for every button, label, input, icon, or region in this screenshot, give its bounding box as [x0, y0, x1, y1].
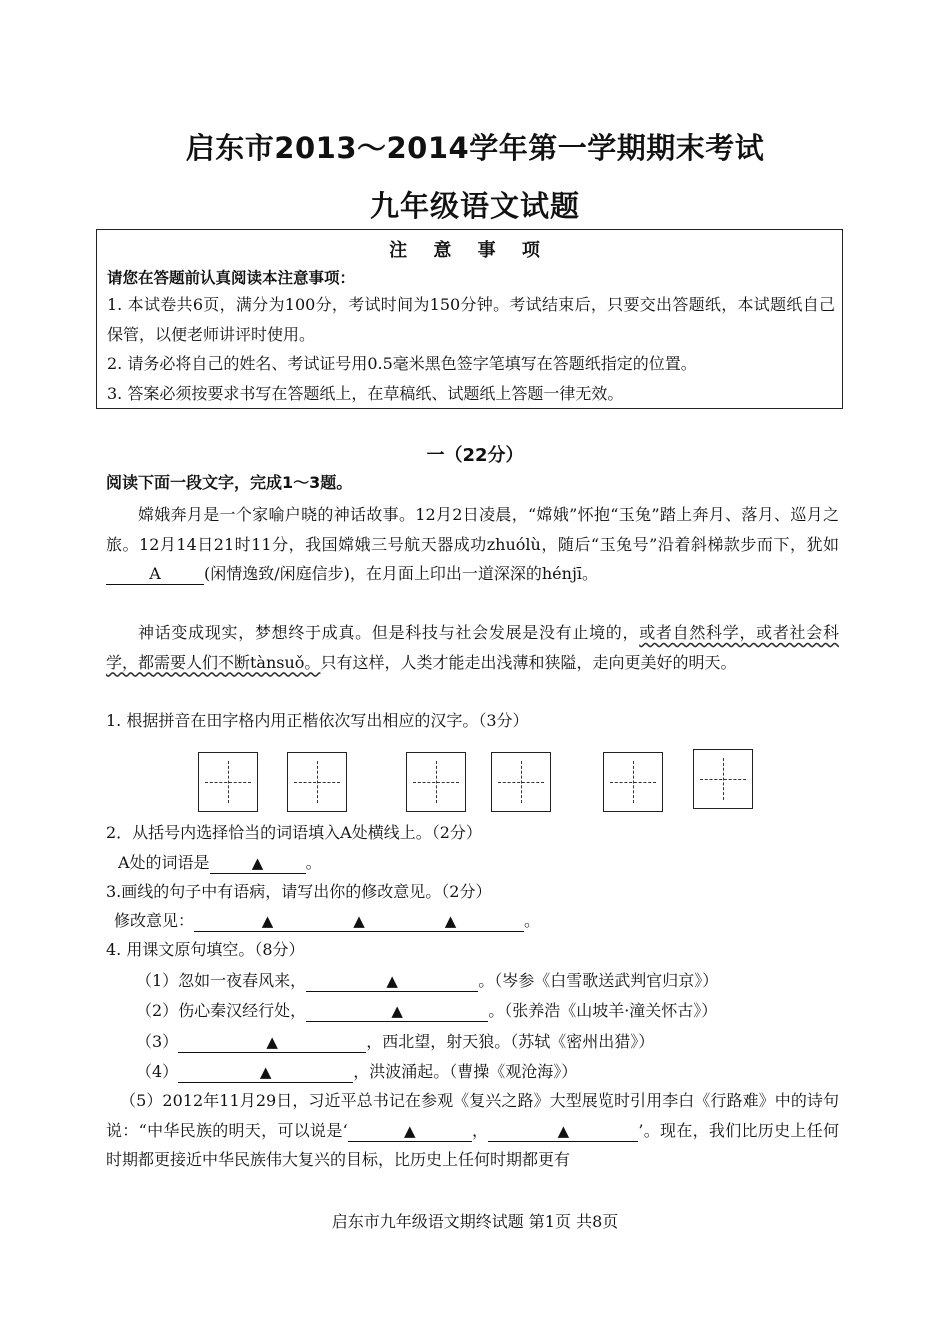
tianzige-box-3[interactable] — [406, 752, 466, 812]
exam-title: 启东市2013～2014学年第一学期期末考试 — [185, 131, 765, 165]
question-4: 4. 用课文原句填空。（8分） — [106, 940, 305, 959]
question-4-4: （4） ▲ ，洪波涌起。（曹操《观沧海》） — [136, 1062, 578, 1081]
tianzige-box-5[interactable] — [603, 752, 663, 812]
section-heading: 一（22分） — [426, 445, 524, 466]
answer-line-q2[interactable]: ▲ — [210, 853, 306, 874]
question-3-answer: 修改意见： ▲ ▲ ▲ 。 — [114, 911, 541, 930]
underlined-sentence: 或者自然科学，或者社会科学，都需要人们不断tànsuǒ。 — [106, 623, 839, 672]
exam-subtitle: 九年级语文试题 — [369, 189, 580, 223]
notice-item-2: 2. 请务必将自己的姓名、考试证号用0.5毫米黑色签字笔填写在答题纸指定的位置。 — [107, 354, 697, 373]
blank-a: A — [106, 564, 204, 585]
question-4-2: （2）伤心秦汉经行处， ▲ 。（张养浩《山坡羊·潼关怀古》） — [136, 1001, 718, 1020]
question-1: 1. 根据拼音在田字格内用正楷依次写出相应的汉字。（3分） — [106, 711, 529, 730]
passage-paragraph-1: 嫦娥奔月是一个家喻户晓的神话故事。12月2日凌晨，“嫦娥”怀抱“玉兔”踏上奔月、落月、巡月之旅。12月14日21时11分，我国嫦娥三号航天器成功zhuólù，随后“玉兔号”沿着斜梯款步而下，犹如A (闲情逸致/闲庭信步)，在月面上印出一道深深的hénjī。 — [106, 505, 839, 583]
passage-paragraph-2: 神话变成现实，梦想终于成真。但是科技与社会发展是没有止境的，或者自然科学，或者社会科学，都需要人们不断tànsuǒ。只有这样，人类才能走出浅薄和狭隘，走向更美好的明天。 — [106, 623, 839, 672]
page-footer: 启东市九年级语文期终试题 第1页 共8页 — [331, 1212, 619, 1231]
answer-line-q4-4[interactable]: ▲ — [178, 1062, 353, 1083]
notice-title: 注 意 事 项 — [389, 240, 550, 261]
answer-line-q4-5b[interactable]: ▲ — [488, 1121, 638, 1142]
question-4-5: （5）2012年11月29日，习近平总书记在参观《复兴之路》大型展览时引用李白《行路难》中的诗句说：“中华民族的明天，可以说是‘ ▲ ， ▲ ’。现在，我们比历史上任何时期都更接近中华民族伟大复兴的目标，比历史上任何时期都更有 — [106, 1091, 839, 1169]
answer-line-q4-2[interactable]: ▲ — [306, 1001, 488, 1022]
notice-item-3: 3. 答案必须按要求书写在答题纸上，在草稿纸、试题纸上答题一律无效。 — [107, 384, 624, 403]
tianzige-box-1[interactable] — [198, 752, 258, 812]
notice-item-1: 1. 本试卷共6页，满分为100分，考试时间为150分钟。考试结束后，只要交出答题纸，本试题纸自己保管，以便老师讲评时使用。 — [107, 295, 835, 344]
answer-line-q4-3[interactable]: ▲ — [178, 1032, 366, 1053]
question-3: 3.画线的句子中有语病，请写出你的修改意见。（2分） — [106, 882, 492, 901]
notice-intro: 请您在答题前认真阅读本注意事项： — [107, 269, 356, 287]
section-instruction: 阅读下面一段文字，完成1～3题。 — [106, 473, 353, 492]
question-4-1: （1）忽如一夜春风来， ▲ 。（岑参《白雪歌送武判官归京》） — [136, 971, 719, 990]
notice-box — [96, 229, 843, 409]
answer-line-q3[interactable]: ▲ ▲ ▲ — [194, 911, 524, 932]
tianzige-box-6[interactable] — [693, 749, 753, 809]
question-4-3: （3） ▲ ，西北望，射天狼。（苏轼《密州出猎》） — [136, 1032, 655, 1051]
tianzige-box-2[interactable] — [287, 752, 347, 812]
question-2-answer: A处的词语是 ▲ 。 — [118, 853, 322, 872]
answer-line-q4-1[interactable]: ▲ — [306, 971, 478, 992]
tianzige-box-4[interactable] — [491, 752, 551, 812]
answer-line-q4-5a[interactable]: ▲ — [348, 1121, 472, 1142]
question-2: 2．从括号内选择恰当的词语填入A处横线上。（2分） — [106, 823, 482, 842]
